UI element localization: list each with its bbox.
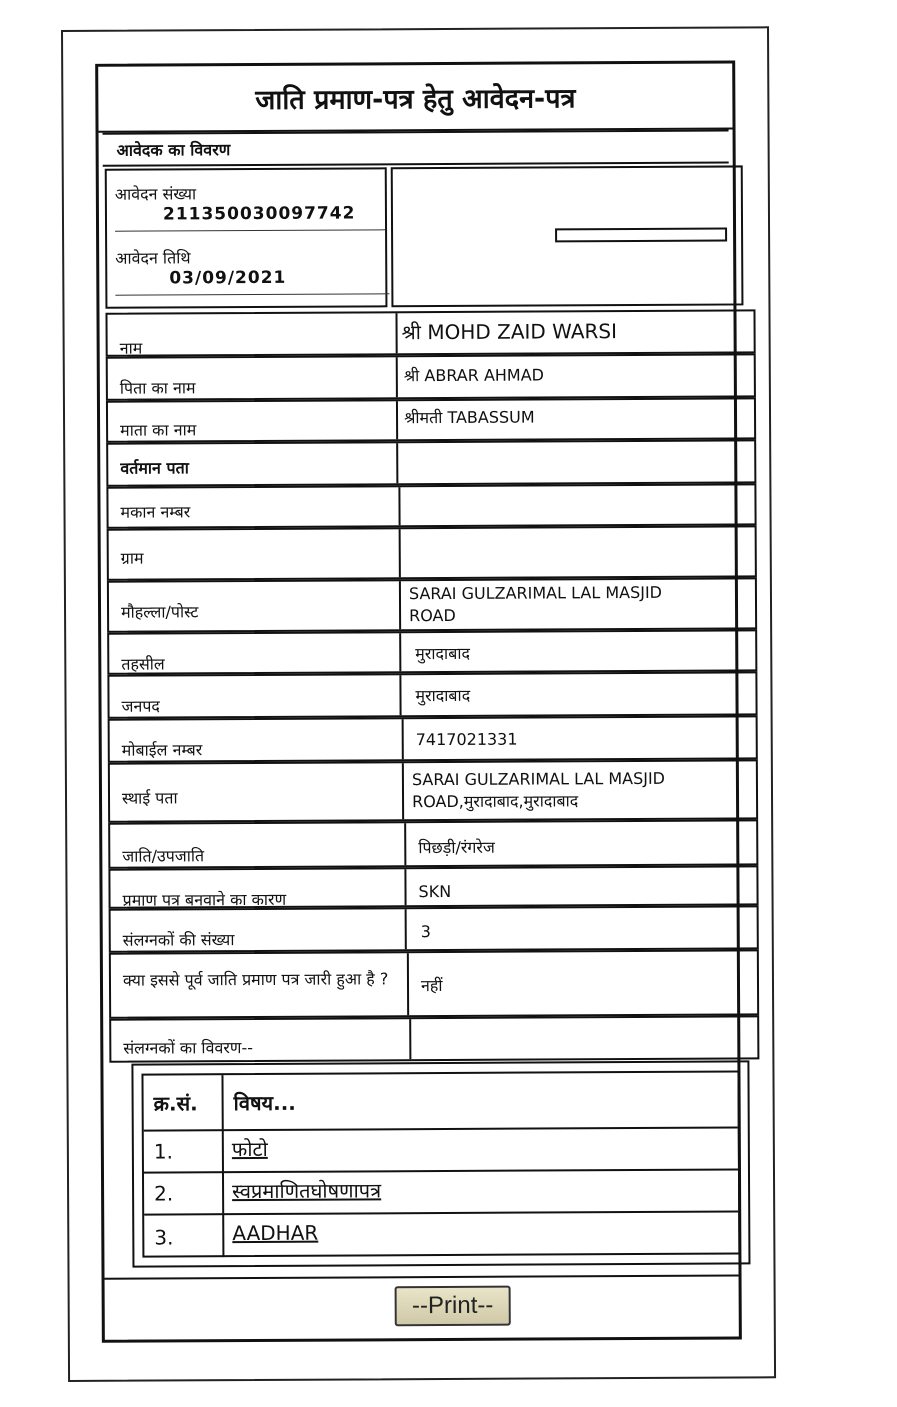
field-label: वर्तमान पता (120, 458, 189, 478)
row-district (107, 671, 757, 718)
row-previous-certificate (109, 949, 759, 1018)
field-value: नहीं (420, 976, 443, 996)
section-heading: आवेदक का विवरण (103, 130, 729, 167)
column-divider (404, 823, 406, 865)
field-label: मोबाईल नम्बर (121, 740, 203, 760)
field-label: तहसील (121, 654, 165, 674)
field-value: मुरादाबाद (415, 643, 471, 664)
column-divider (396, 443, 398, 483)
application-form (95, 60, 742, 1342)
attachments-table (131, 1060, 750, 1267)
row-reason (108, 865, 758, 908)
attachment-row (144, 1168, 738, 1215)
field-label: ग्राम (120, 548, 144, 568)
header-serial: क्र.सं. (153, 1091, 198, 1116)
column-divider (405, 909, 407, 949)
divider (115, 229, 385, 231)
row-tehsil (107, 629, 757, 674)
row-name (105, 309, 755, 356)
print-button[interactable]: --Print-- (395, 1286, 511, 1327)
row-permanent-address (108, 759, 758, 822)
attachment-row (144, 1210, 738, 1257)
field-value: श्रीमती TABASSUM (403, 407, 535, 428)
field-value: श्री MOHD ZAID WARSI (401, 319, 618, 345)
field-label: जाति/उपजाति (122, 846, 205, 866)
column-divider (398, 487, 400, 525)
row-attachment-details (109, 1015, 759, 1062)
photo-placeholder (555, 228, 727, 243)
header-subject: विषय... (233, 1090, 296, 1116)
field-label: संलग्नकों का विवरण-- (123, 1038, 254, 1058)
field-label: संलग्नकों की संख्या (122, 930, 235, 950)
column-divider (399, 675, 401, 715)
column-divider (399, 633, 401, 671)
row-house-number (106, 483, 756, 528)
row-father-name (106, 353, 756, 400)
column-divider (399, 581, 401, 629)
column-divider (396, 357, 398, 397)
field-value: श्री ABRAR AHMAD (403, 365, 545, 386)
field-label: मकान नम्बर (120, 502, 191, 522)
divider (115, 293, 389, 295)
field-value: SARAI GULZARIMAL LAL MASJID ROAD,मुरादाबाद,मुरादाबाद (411, 768, 666, 812)
column-divider (396, 401, 398, 439)
details-table (105, 309, 755, 1058)
column-divider (222, 1129, 224, 1171)
row-current-address (106, 439, 756, 486)
application-number-label: आवेदन संख्या (114, 184, 197, 204)
attachments-header-row (143, 1072, 737, 1131)
column-divider (221, 1075, 223, 1129)
column-divider (222, 1213, 224, 1257)
field-value: 7417021331 (415, 729, 518, 750)
attachment-serial: 2. (154, 1181, 174, 1206)
row-locality (107, 577, 757, 632)
form-title: जाति प्रमाण-पत्र हेतु आवेदन-पत्र (98, 63, 732, 132)
attachment-serial: 1. (153, 1139, 174, 1164)
attachment-link[interactable]: AADHAR (232, 1220, 319, 1246)
column-divider (409, 1019, 411, 1059)
attachment-row (144, 1126, 738, 1173)
column-divider (399, 529, 401, 577)
attachment-link[interactable]: फोटो (231, 1136, 268, 1162)
form-footer (105, 1274, 739, 1339)
field-value: 3 (420, 922, 431, 942)
application-number: 211350030097742 (162, 203, 356, 225)
field-label: मौहल्ला/पोस्ट (120, 602, 199, 622)
column-divider (395, 313, 397, 353)
field-label: प्रमाण पत्र बनवाने का कारण (122, 889, 287, 910)
attachment-serial: 3. (154, 1225, 174, 1250)
field-value: पिछड़ी/रंगरेज (418, 837, 495, 858)
application-date-label: आवेदन तिथि (115, 248, 191, 268)
field-value: मुरादाबाद (415, 685, 471, 706)
attachment-link[interactable]: स्वप्रमाणितघोषणापत्र (232, 1178, 382, 1204)
column-divider (402, 763, 404, 819)
row-village (107, 525, 757, 580)
row-mother-name (106, 397, 756, 442)
column-divider (222, 1171, 224, 1213)
row-caste (108, 819, 758, 868)
paper-sheet (61, 26, 776, 1382)
field-label: जनपद (121, 696, 160, 716)
field-label: माता का नाम (120, 420, 197, 440)
field-label: पिता का नाम (119, 378, 196, 398)
field-label: नाम (119, 338, 143, 358)
field-value: SKN (418, 881, 452, 902)
field-label: क्या इससे पूर्व जाति प्रमाण पत्र जारी हुआ है ? (122, 969, 389, 990)
column-divider (402, 719, 404, 759)
application-date: 03/09/2021 (169, 267, 287, 289)
row-mobile (108, 715, 758, 762)
column-divider (404, 869, 406, 905)
column-divider (407, 953, 409, 1015)
field-value: SARAI GULZARIMAL LAL MASJID ROAD (408, 582, 663, 626)
photo-box (391, 165, 744, 307)
field-label: स्थाई पता (121, 788, 178, 808)
attachments-grid (141, 1070, 740, 1257)
row-attachment-count (109, 905, 759, 952)
application-id-box (105, 167, 388, 308)
